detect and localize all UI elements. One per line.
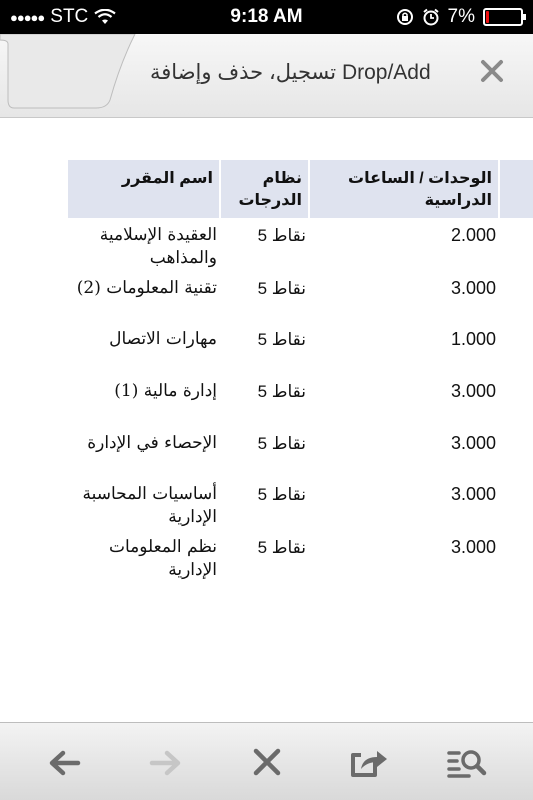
table-row xyxy=(68,380,533,428)
units: 3.000 xyxy=(450,484,496,504)
grading-system: نقاط 5 xyxy=(257,279,306,298)
browser-toolbar xyxy=(0,722,533,800)
back-arrow-icon xyxy=(44,745,84,781)
column-header-grading-system: نظام الدرجات xyxy=(221,160,308,218)
find-button[interactable] xyxy=(447,745,487,781)
grading-system: نقاط 5 xyxy=(257,330,306,349)
battery-level xyxy=(486,11,489,23)
course-name: الإحصاء في الإدارة xyxy=(87,433,217,453)
table-row xyxy=(68,432,533,480)
course-name: نظم المعلومات الإدارية xyxy=(108,537,217,580)
find-icon xyxy=(447,745,487,781)
units: 3.000 xyxy=(450,537,496,557)
course-name: تقنية المعلومات (2) xyxy=(76,278,217,298)
close-icon xyxy=(247,745,287,781)
units: 3.000 xyxy=(450,381,496,401)
table-row xyxy=(68,277,533,325)
units: 3.000 xyxy=(450,433,496,453)
units: 3.000 xyxy=(450,278,496,298)
table-header xyxy=(68,160,533,218)
course-name: العقيدة الإسلامية والمذاهب xyxy=(99,225,217,268)
column-header-units: الوحدات / الساعات الدراسية xyxy=(310,160,498,218)
table-row xyxy=(68,483,533,531)
column-header-course-name: اسم المقرر xyxy=(68,160,219,218)
carrier-name: STC xyxy=(50,6,89,27)
share-button[interactable] xyxy=(349,745,389,781)
rotation-lock-icon xyxy=(396,8,414,26)
forward-arrow-icon xyxy=(146,745,186,781)
column-header-spacer xyxy=(500,160,533,218)
grading-system: نقاط 5 xyxy=(257,226,306,245)
close-icon[interactable] xyxy=(479,58,505,84)
status-bar xyxy=(0,0,533,34)
alarm-icon xyxy=(422,8,440,26)
grading-system: نقاط 5 xyxy=(257,382,306,401)
signal-strength-icon: ●●●●● xyxy=(10,9,45,25)
grading-system: نقاط 5 xyxy=(257,434,306,453)
battery-icon xyxy=(483,8,523,26)
units: 2.000 xyxy=(450,225,496,245)
course-name: أساسيات المحاسبة الإدارية xyxy=(82,484,217,527)
course-name: إدارة مالية (1) xyxy=(114,381,217,401)
forward-button[interactable] xyxy=(146,745,186,781)
course-name: مهارات الاتصال xyxy=(109,329,217,349)
status-right-group xyxy=(396,6,523,28)
battery-percent: 7% xyxy=(447,6,475,27)
share-icon xyxy=(349,745,389,781)
table-row xyxy=(68,328,533,376)
stop-button[interactable] xyxy=(247,745,287,781)
clock: 9:18 AM xyxy=(230,6,303,27)
tab-button[interactable] xyxy=(0,34,140,118)
table-row xyxy=(68,536,533,584)
units: 1.000 xyxy=(450,329,496,349)
page-header xyxy=(0,34,533,118)
courses-table xyxy=(68,160,533,580)
page-title: تسجيل، حذف وإضافة Drop/Add xyxy=(150,61,431,84)
back-button[interactable] xyxy=(44,745,84,781)
grading-system: نقاط 5 xyxy=(257,538,306,557)
table-row xyxy=(68,224,533,272)
grading-system: نقاط 5 xyxy=(257,485,306,504)
